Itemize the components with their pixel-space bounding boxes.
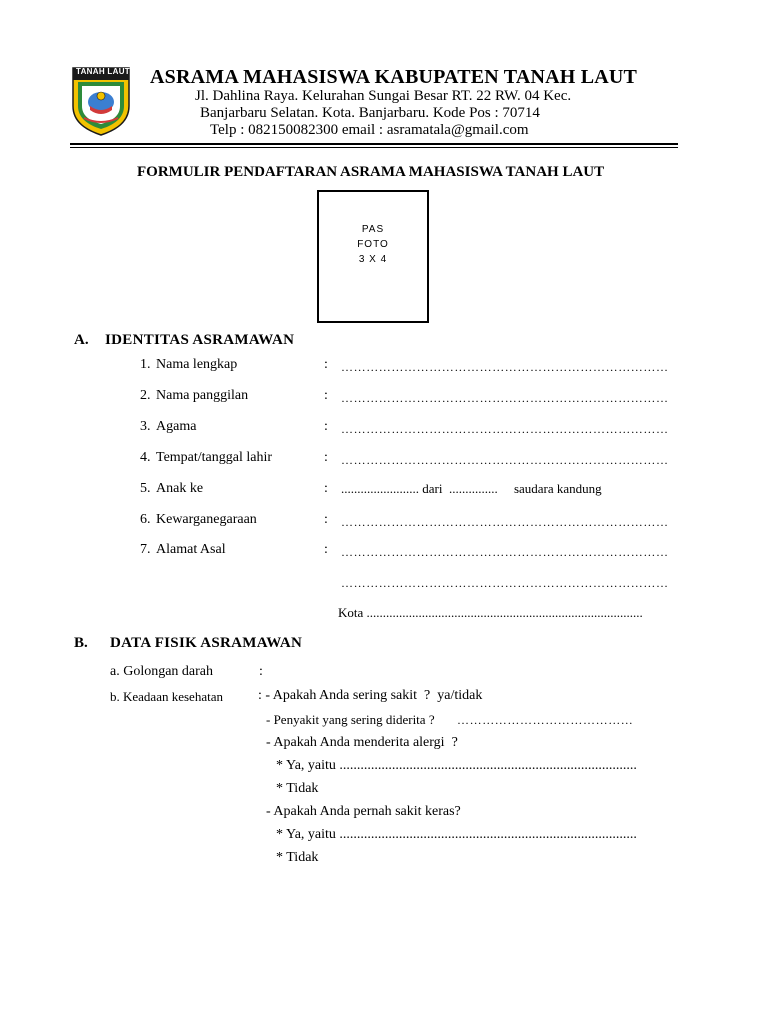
photo-label-line-2: FOTO — [357, 239, 389, 250]
photo-label-line-3: 3 X 4 — [358, 254, 388, 265]
field-label-golongan-darah: a. Golongan darah — [110, 664, 214, 679]
field-input-kota[interactable]: Kota ..................................................................................... — [338, 605, 643, 620]
question-alergi: - Apakah Anda menderita alergi ? — [266, 735, 458, 750]
header-divider-thin — [70, 147, 678, 148]
field-number: 4. — [140, 450, 151, 465]
field-label-nama-lengkap: Nama lengkap — [156, 357, 238, 372]
field-number: 3. — [140, 419, 151, 434]
option-sakit-keras-tidak[interactable]: * Tidak — [276, 850, 319, 865]
field-input-tempat-tanggal-lahir[interactable]: …………………………………………………………………… — [341, 453, 669, 467]
header-divider-thick — [70, 143, 678, 145]
logo-text: TANAH LAUT — [76, 67, 130, 76]
section-b-letter: B. — [74, 635, 88, 651]
field-input-anak-ke[interactable]: ........................ dari ............... saudara kandung — [341, 481, 602, 496]
field-input-nama-panggilan[interactable]: …………………………………………………………………… — [341, 391, 669, 405]
field-number: 5. — [140, 481, 151, 496]
field-colon: : — [324, 512, 328, 527]
form-title: FORMULIR PENDAFTARAN ASRAMA MAHASISWA TANAH LAUT — [137, 164, 605, 180]
field-label-keadaan-kesehatan: b. Keadaan kesehatan — [110, 689, 223, 704]
organization-title: ASRAMA MAHASISWA KABUPATEN TANAH LAUT — [150, 66, 638, 88]
option-alergi-tidak[interactable]: * Tidak — [276, 781, 319, 796]
field-label-alamat-asal: Alamat Asal — [156, 542, 226, 557]
field-colon: : — [324, 481, 328, 496]
field-number: 2. — [140, 388, 151, 403]
field-label-tempat-tanggal-lahir: Tempat/tanggal lahir — [156, 450, 273, 465]
field-input-nama-lengkap[interactable]: …………………………………………………………………… — [341, 360, 669, 374]
field-number: 7. — [140, 542, 151, 557]
address-line-1: Jl. Dahlina Raya. Kelurahan Sungai Besar RT. 22 RW. 04 Kec. — [195, 88, 572, 104]
field-input-alamat-asal[interactable]: …………………………………………………………………… — [341, 545, 669, 559]
photo-label-line-1: PAS — [361, 224, 385, 235]
field-input-kewarganegaraan[interactable]: …………………………………………………………………… — [341, 515, 669, 529]
field-colon: : — [259, 664, 263, 679]
section-a-title: IDENTITAS ASRAMAWAN — [105, 332, 295, 348]
field-number: 1. — [140, 357, 151, 372]
section-b-title: DATA FISIK ASRAMAWAN — [110, 635, 303, 651]
contact-line: Telp : 082150082300 email : asramatala@gmail.com — [210, 122, 529, 138]
option-alergi-ya[interactable]: * Ya, yaitu ..................................................................................... — [276, 758, 637, 773]
field-label-nama-panggilan: Nama panggilan — [156, 388, 249, 403]
section-a-letter: A. — [74, 332, 89, 348]
question-sakit-keras: - Apakah Anda pernah sakit keras? — [266, 804, 461, 819]
field-input-alamat-continued[interactable]: …………………………………………………………………… — [341, 576, 669, 590]
field-colon: : — [324, 450, 328, 465]
tanah-laut-logo — [70, 66, 132, 136]
field-input-agama[interactable]: …………………………………………………………………… — [341, 422, 669, 436]
field-input-penyakit[interactable]: …………………………………… — [457, 713, 634, 727]
field-colon: : — [324, 388, 328, 403]
field-label-agama: Agama — [156, 419, 197, 434]
option-sakit-keras-ya[interactable]: * Ya, yaitu ..................................................................................... — [276, 827, 637, 842]
question-sering-sakit: : - Apakah Anda sering sakit ? ya/tidak — [258, 688, 483, 703]
field-colon: : — [324, 357, 328, 372]
field-colon: : — [324, 542, 328, 557]
question-penyakit-label: - Penyakit yang sering diderita ? — [266, 712, 435, 727]
field-label-anak-ke: Anak ke — [156, 481, 204, 496]
field-number: 6. — [140, 512, 151, 527]
field-colon: : — [324, 419, 328, 434]
address-line-2: Banjarbaru Selatan. Kota. Banjarbaru. Kode Pos : 70714 — [200, 105, 540, 121]
field-label-kewarganegaraan: Kewarganegaraan — [156, 512, 257, 527]
